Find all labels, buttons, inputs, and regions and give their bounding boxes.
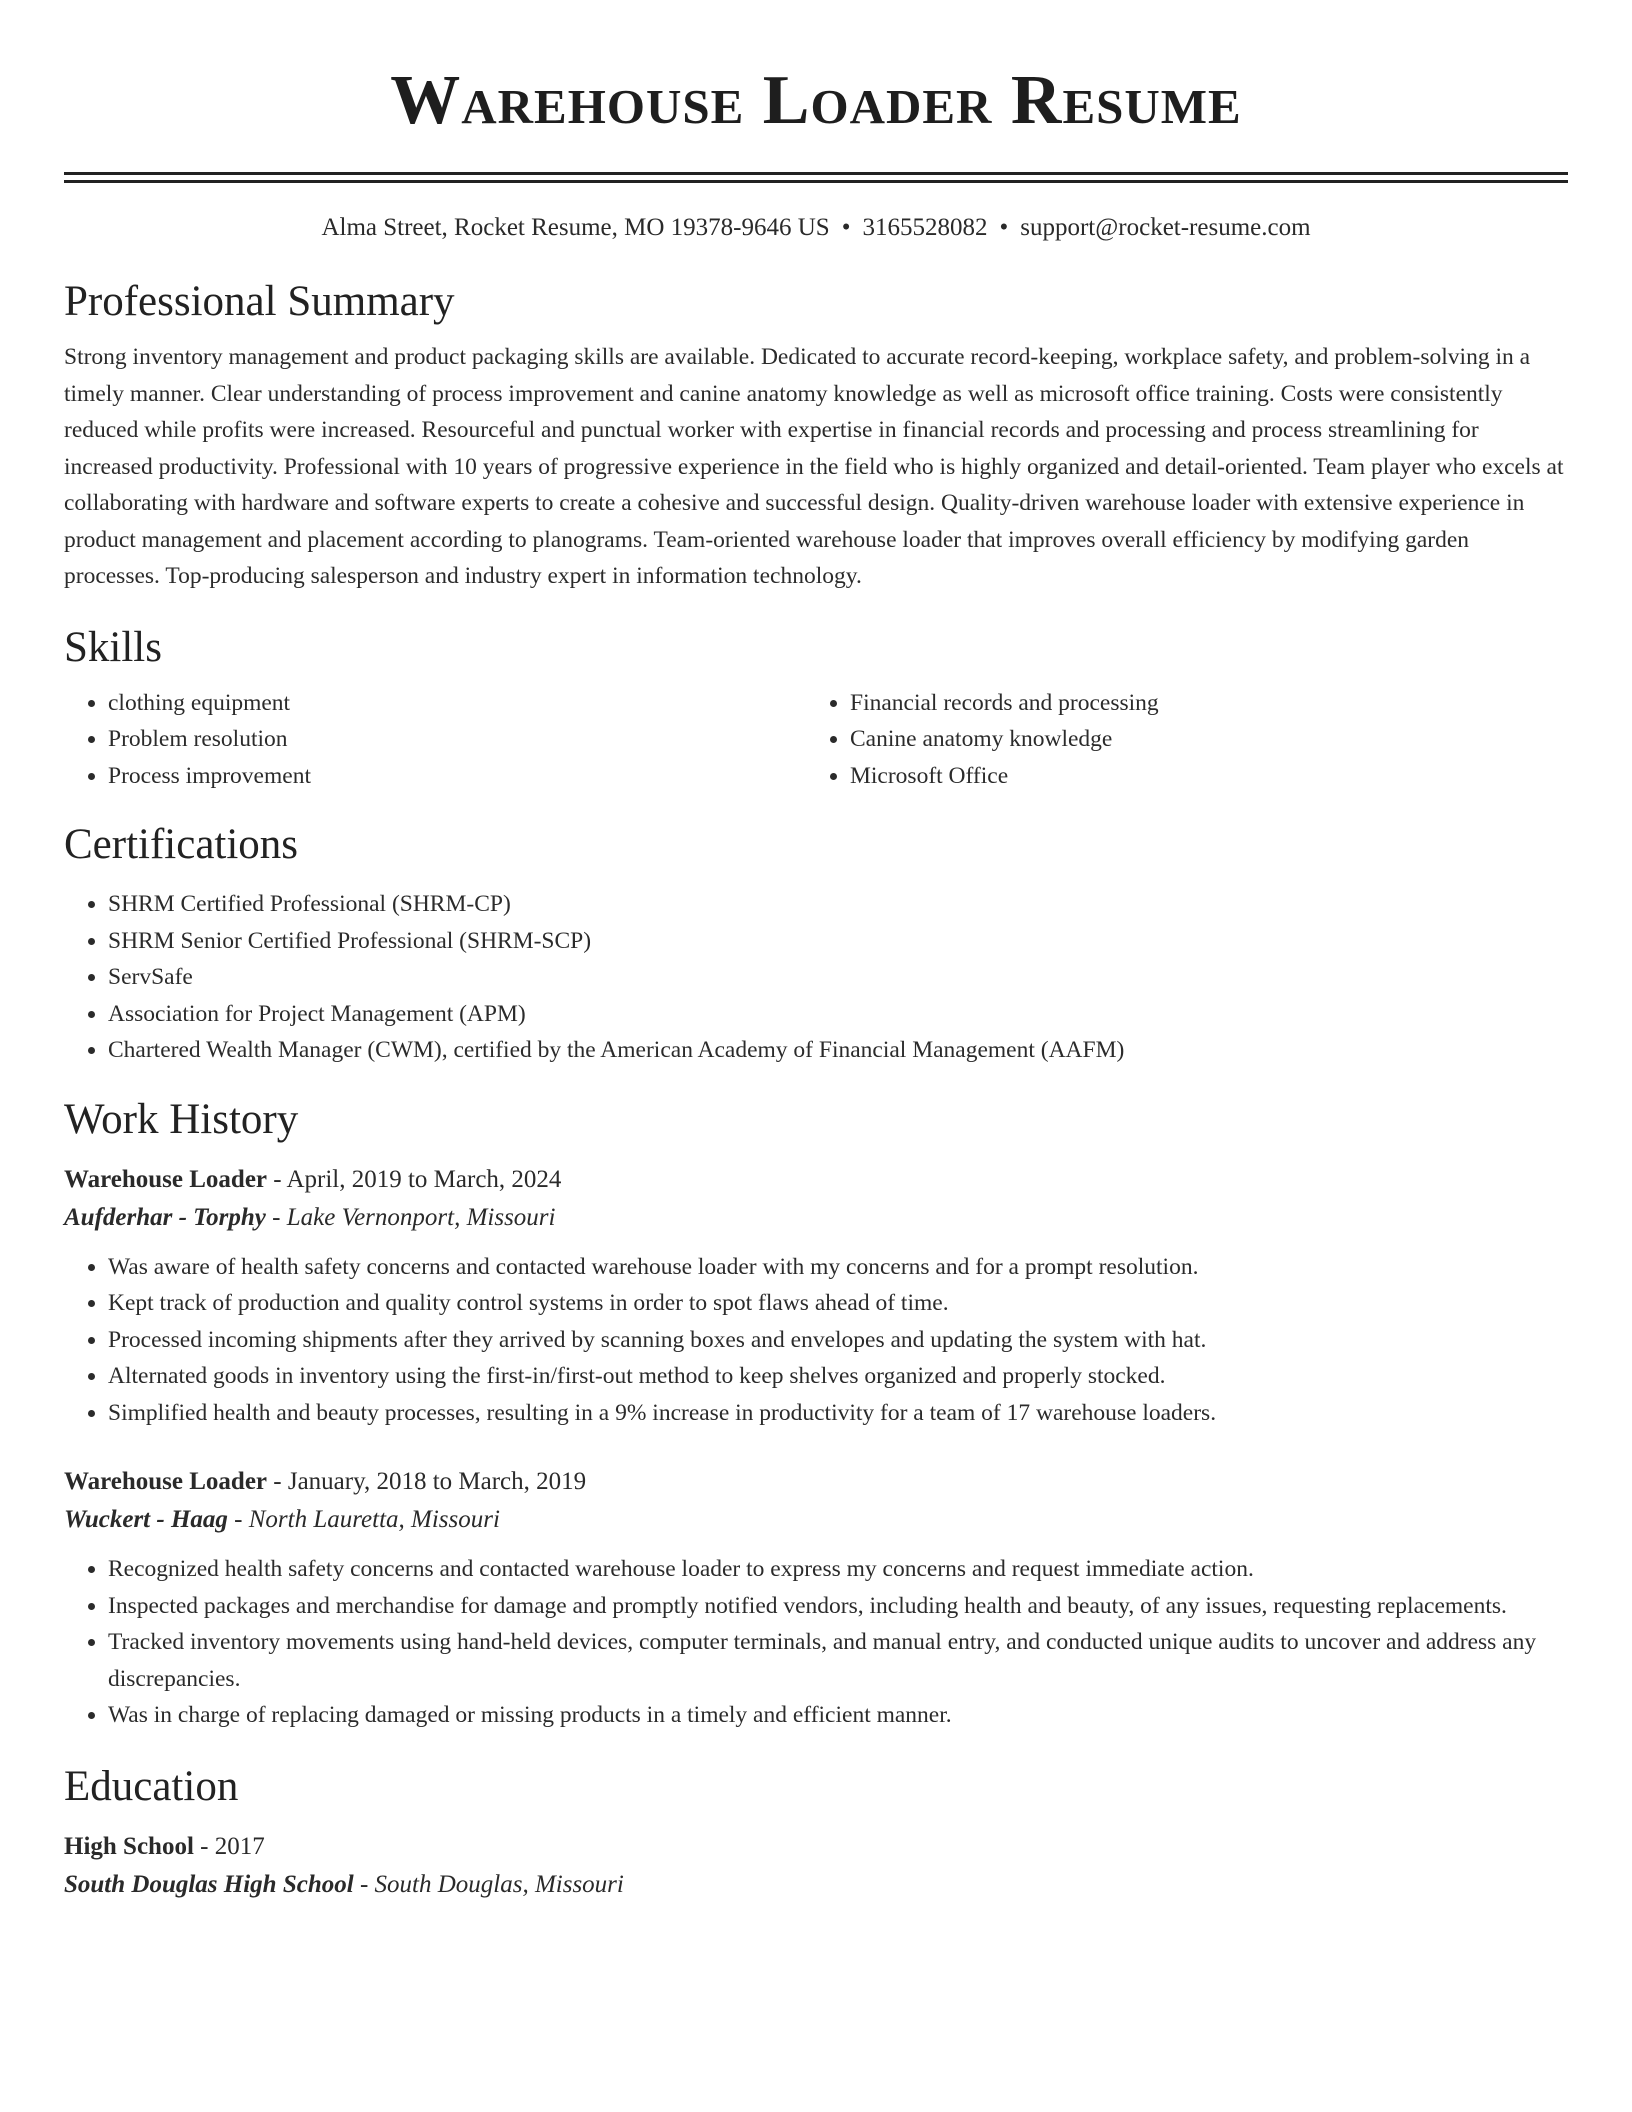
resume-title: Warehouse Loader Resume (390, 62, 1242, 139)
summary-text: Strong inventory management and product packaging skills are available. Dedicated to accurate record-keeping, workplace safety, and problem-solving in a timely manner. Clear understanding of process improvement and canine anatomy knowledge as well as microsoft office training. Costs were consistently reduced while profits were increased. Resourceful and punctual worker with expertise in financial records and processing and process streamlining for increased productivity. Professional with 10 years of progressive experience in the field who is highly organized and detail-oriented. Team player who excels at collaborating with hardware and software experts to create a cohesive and successful design. Quality-driven warehouse loader with extensive experience in product management and placement according to planograms. Team-oriented warehouse loader that improves overall efficiency by modifying garden processes. Top-producing salesperson and industry expert in information technology. (64, 344, 1564, 589)
education-heading: Education (64, 1762, 239, 1810)
job-entry (64, 1161, 1568, 1432)
job-duty: • Simplified health and beauty processes, resulting in a 9% increase in productivity for a team of 17 warehouse loaders. (108, 1395, 1568, 1432)
job-employer-line (64, 1501, 1568, 1539)
job-duties-list (64, 1249, 1568, 1432)
job-duty: • Was in charge of replacing damaged or missing products in a timely and efficient manner. (108, 1697, 1568, 1734)
certification-item: • Chartered Wealth Manager (CWM), certified by the American Academy of Financial Management (AAFM) (108, 1032, 1568, 1069)
skill-item: • clothing equipment (108, 685, 806, 722)
skill-item: • Problem resolution (108, 721, 806, 758)
job-location: - Lake Vernonport, Missouri (265, 1203, 556, 1231)
skill-item: • Financial records and processing (850, 685, 1548, 722)
contact-phone: 3165528082 (862, 214, 988, 241)
job-duties-list (64, 1551, 1568, 1734)
job-dates: - April, 2019 to March, 2024 (267, 1165, 562, 1193)
contact-line (64, 211, 1568, 245)
job-duty: • Inspected packages and merchandise for damage and promptly notified vendors, including health and beauty, of any issues, requesting replacements. (108, 1588, 1568, 1625)
education-school: South Douglas High School (64, 1870, 354, 1898)
skills-column-left (64, 685, 806, 795)
job-employer-line (64, 1199, 1568, 1237)
summary-heading: Professional Summary (64, 278, 455, 325)
job-location: - North Lauretta, Missouri (227, 1506, 500, 1533)
education-school-line (64, 1866, 1568, 1904)
job-duty: • Alternated goods in inventory using the first-in/first-out method to keep shelves organized and properly stocked. (108, 1358, 1568, 1395)
certification-item: • SHRM Certified Professional (SHRM-CP) (108, 886, 1568, 923)
job-employer: Aufderhar - Torphy (64, 1203, 266, 1231)
job-duty: • Was aware of health safety concerns and contacted warehouse loader with my concerns and for a prompt resolution. (108, 1249, 1568, 1286)
job-position: Warehouse Loader (64, 1468, 268, 1495)
job-duty: • Recognized health safety concerns and contacted warehouse loader to express my concerns and request immediate action. (108, 1551, 1568, 1588)
contact-address: Alma Street, Rocket Resume, MO 19378-9646 US (321, 214, 830, 241)
job-title-line (64, 1161, 1568, 1199)
education-degree: High School (64, 1832, 194, 1860)
contact-separator: • (999, 214, 1009, 241)
job-title-line (64, 1463, 1568, 1501)
work-history-heading: Work History (64, 1095, 299, 1143)
education-degree-line (64, 1828, 1568, 1866)
skill-item: • Microsoft Office (850, 758, 1548, 795)
contact-separator: • (841, 214, 851, 241)
job-duty: • Kept track of production and quality control systems in order to spot flaws ahead of time. (108, 1285, 1568, 1322)
contact-email: support@rocket-resume.com (1020, 214, 1311, 241)
job-position: Warehouse Loader (64, 1165, 268, 1193)
skill-item: • Canine anatomy knowledge (850, 721, 1548, 758)
job-duty: • Tracked inventory movements using hand-held devices, computer terminals, and manual entry, and conducted unique audits to uncover and address any discrepancies. (108, 1624, 1568, 1697)
education-location: - South Douglas, Missouri (353, 1870, 624, 1898)
job-dates: - January, 2018 to March, 2019 (267, 1468, 587, 1495)
skills-heading: Skills (64, 623, 162, 671)
education-entry (64, 1828, 1568, 1904)
job-employer: Wuckert - Haag (64, 1506, 228, 1533)
certifications-list (64, 886, 1568, 1069)
skill-item: • Process improvement (108, 758, 806, 795)
skills-list (64, 685, 1568, 795)
certification-item: • SHRM Senior Certified Professional (SHRM-SCP) (108, 923, 1568, 960)
skills-column-right (806, 685, 1548, 795)
education-year: - 2017 (193, 1832, 265, 1860)
job-entry (64, 1463, 1568, 1734)
certification-item: • ServSafe (108, 959, 1568, 996)
certifications-heading: Certifications (64, 821, 299, 868)
job-duty: • Processed incoming shipments after they arrived by scanning boxes and envelopes and updating the system with hat. (108, 1322, 1568, 1359)
certification-item: • Association for Project Management (APM) (108, 996, 1568, 1033)
title-divider (64, 172, 1568, 183)
